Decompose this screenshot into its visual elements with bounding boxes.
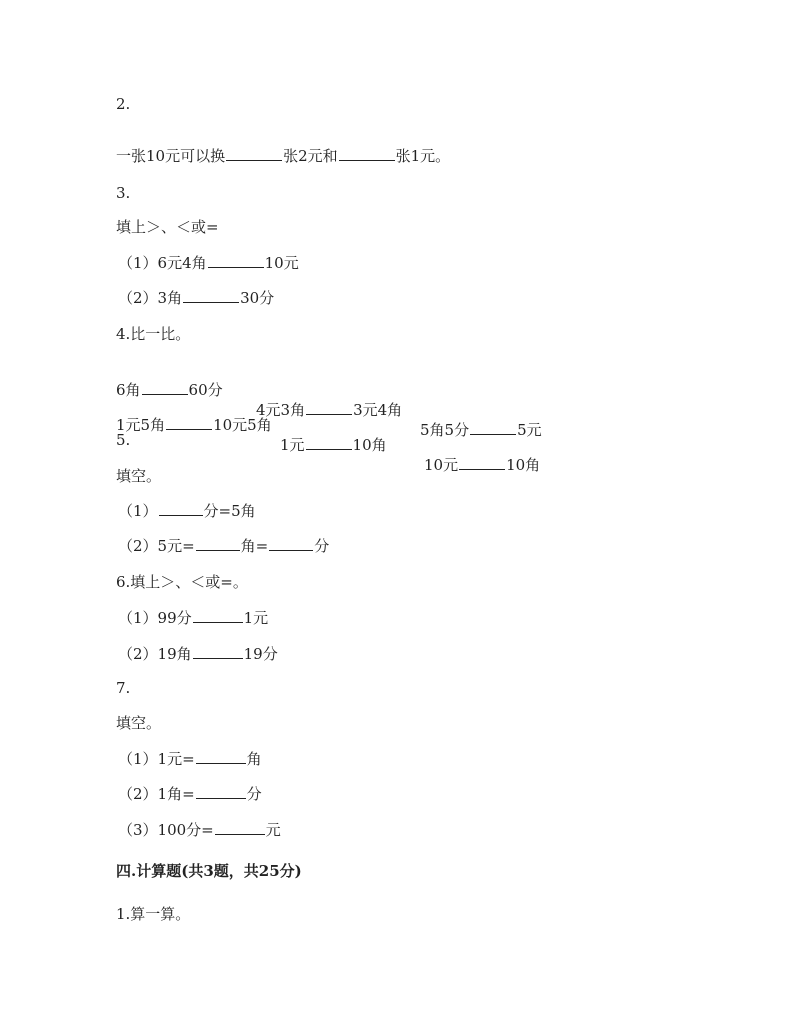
q2-part2: 张2元和 (283, 147, 338, 165)
answer-blank[interactable] (339, 146, 395, 161)
question-7-item-1 (118, 749, 262, 769)
compare-right: 5元 (517, 421, 542, 439)
compare-right: 10角 (506, 456, 541, 474)
question-2-text (116, 146, 450, 166)
compare-item (116, 415, 272, 435)
question-3-instruction: 填上＞、＜或= (116, 218, 219, 236)
answer-blank[interactable] (159, 501, 203, 516)
compare-left: 5角5分 (420, 421, 470, 439)
answer-blank[interactable] (470, 420, 516, 435)
q6-item2-left: （2）19角 (118, 645, 192, 663)
answer-blank[interactable] (215, 820, 265, 835)
compare-item (420, 420, 542, 440)
q7-item3-left: （3）100分= (118, 821, 214, 839)
compare-right: 60分 (188, 381, 223, 399)
q7-item2-left: （2）1角= (118, 785, 195, 803)
compare-left: 4元3角 (256, 401, 306, 419)
q3-item1-right: 10元 (264, 254, 299, 272)
q5-item1-right: 分=5角 (203, 502, 256, 520)
answer-blank[interactable] (196, 784, 246, 799)
compare-item (424, 455, 540, 475)
answer-blank[interactable] (196, 536, 240, 551)
q6-item1-left: （1）99分 (118, 609, 192, 627)
compare-right: 3元4角 (353, 401, 403, 419)
question-5-instruction: 填空。 (116, 467, 162, 485)
answer-blank[interactable] (196, 749, 246, 764)
q7-item1-left: （1）1元= (118, 750, 195, 768)
question-5-item-2 (118, 536, 329, 556)
question-7-number: 7. (116, 679, 131, 697)
q6-item1-right: 1元 (243, 609, 269, 627)
question-7-instruction: 填空。 (116, 714, 162, 732)
question-5-item-1 (118, 501, 256, 521)
q5-item2-right: 分 (314, 537, 330, 555)
compare-left: 6角 (116, 381, 141, 399)
question-3-item-2 (118, 288, 274, 308)
answer-blank[interactable] (208, 253, 264, 268)
compare-left: 1元 (280, 436, 305, 454)
compare-item (256, 400, 402, 420)
q7-item3-right: 元 (265, 821, 281, 839)
question-5-number: 5. (116, 431, 131, 449)
question-3-number: 3. (116, 184, 131, 202)
q5-item2-middle: 角= (240, 537, 269, 555)
q2-part1: 一张10元可以换 (116, 147, 226, 165)
compare-right: 10元5角 (213, 416, 272, 434)
question-6-title: 6.填上＞、＜或=。 (116, 573, 248, 591)
q7-item2-right: 分 (246, 785, 262, 803)
answer-blank[interactable] (459, 455, 505, 470)
question-3-item-1 (118, 253, 299, 273)
answer-blank[interactable] (306, 435, 352, 450)
answer-blank[interactable] (193, 644, 243, 659)
answer-blank[interactable] (142, 380, 188, 395)
question-7-item-2 (118, 784, 262, 804)
q2-part3: 张1元。 (395, 147, 451, 165)
q3-item2-right: 30分 (240, 289, 275, 307)
answer-blank[interactable] (306, 400, 352, 415)
compare-left: 10元 (424, 456, 459, 474)
question-6-item-1 (118, 608, 268, 628)
answer-blank[interactable] (269, 536, 313, 551)
question-2-number: 2. (116, 95, 131, 113)
q7-item1-right: 角 (246, 750, 262, 768)
answer-blank[interactable] (183, 288, 239, 303)
q6-item2-right: 19分 (243, 645, 278, 663)
q3-item2-left: （2）3角 (118, 289, 183, 307)
section-4-title: 四.计算题(共3题，共25分) (116, 862, 302, 880)
answer-blank[interactable] (193, 608, 243, 623)
section-4-question-1: 1.算一算。 (116, 905, 191, 923)
q5-item2-left: （2）5元= (118, 537, 195, 555)
question-7-item-3 (118, 820, 281, 840)
answer-blank[interactable] (226, 146, 282, 161)
compare-right: 10角 (352, 436, 387, 454)
compare-left: 1元5角 (116, 416, 166, 434)
q3-item1-left: （1）6元4角 (118, 254, 207, 272)
answer-blank[interactable] (166, 415, 212, 430)
q5-item1-left: （1） (118, 502, 158, 520)
question-6-item-2 (118, 644, 278, 664)
question-4-title: 4.比一比。 (116, 325, 191, 343)
compare-item (116, 380, 223, 400)
compare-item (280, 435, 387, 455)
